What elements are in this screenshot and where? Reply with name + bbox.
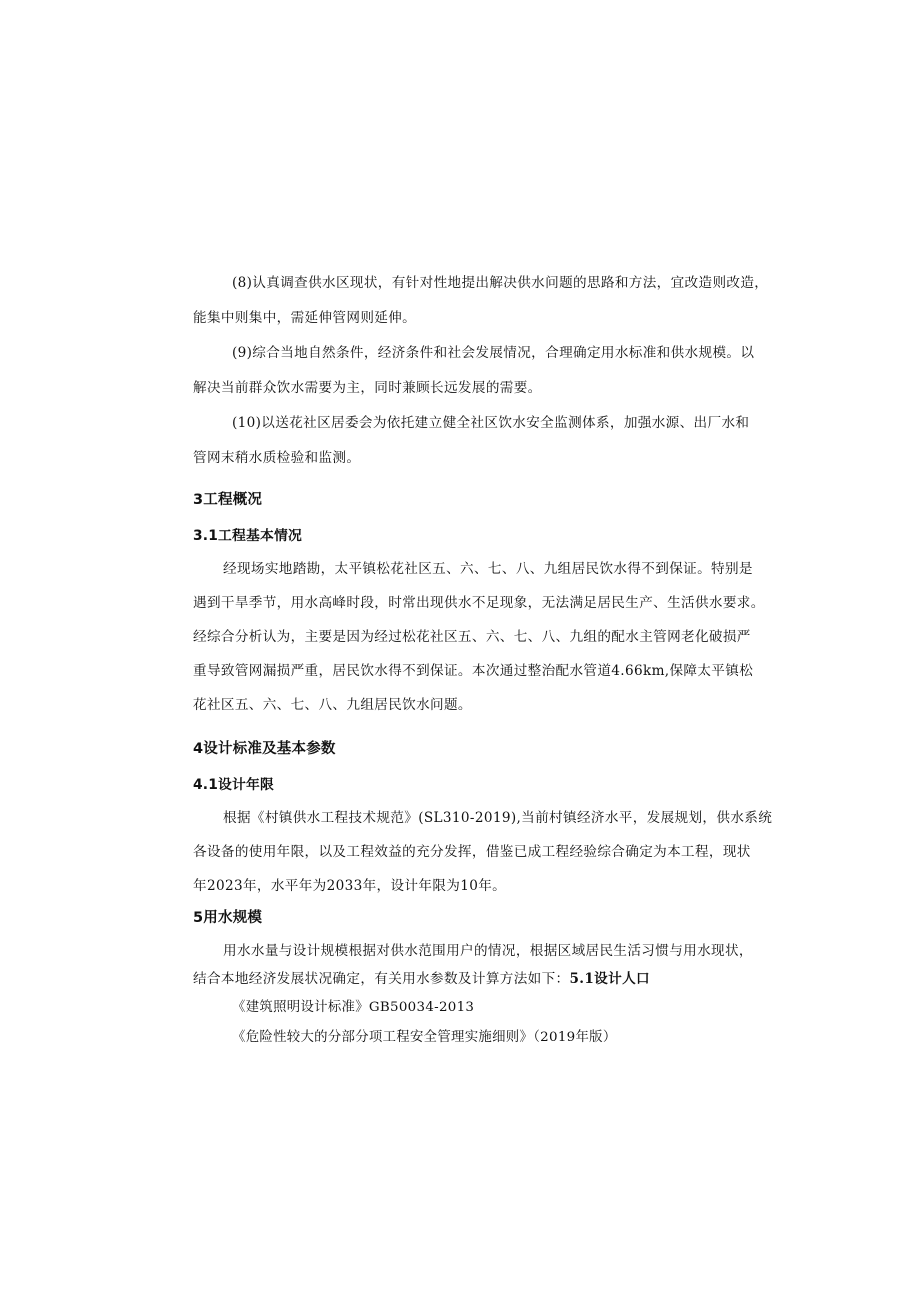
section-5-para-line-1: 用水水量与设计规模根据对供水范围用户的情况，根据区域居民生活习惯与用水现状，: [223, 943, 753, 959]
section-3-heading: 3工程概况: [193, 492, 263, 508]
section-3-para-line-1: 经现场实地踏勘，太平镇松花社区五、六、七、八、九组居民饮水得不到保证。特别是: [223, 561, 753, 577]
item-9-line-2: 解决当前群众饮水需要为主，同时兼顾长远发展的需要。: [193, 380, 542, 396]
item-9-line-1: (9)综合当地自然条件，经济条件和社会发展情况，合理确定用水标准和供水规模。以: [232, 345, 755, 361]
reference-item-1: 《建筑照明设计标准》GB50034-2013: [232, 1000, 475, 1015]
reference-item-2: 《危险性较大的分部分项工程安全管理实施细则》（2019年版）: [232, 1030, 617, 1045]
section-5-para-text: 结合本地经济发展状况确定，有关用水参数及计算方法如下：: [193, 971, 570, 987]
section-5-1-heading: 5.1设计人口: [569, 971, 650, 987]
section-4-para-line-2: 各设备的使用年限，以及工程效益的充分发挥，借鉴已成工程经验综合确定为本工程，现状: [193, 844, 751, 860]
section-4-heading: 4设计标准及基本参数: [193, 741, 336, 757]
section-4-para-line-1: 根据《村镇供水工程技术规范》(SL310-2019),当前村镇经济水平，发展规划，供水系统: [223, 810, 773, 826]
item-10-line-1: (10)以送花社区居委会为依托建立健全社区饮水安全监测体系，加强水源、出厂水和: [232, 415, 750, 431]
section-5-heading: 5用水规模: [193, 910, 263, 926]
section-4-1-heading: 4.1设计年限: [193, 777, 275, 793]
section-3-para-line-2: 遇到干旱季节，用水高峰时段，时常出现供水不足现象，无法满足居民生产、生活供水要求。: [193, 595, 765, 611]
section-3-para-line-3: 经综合分析认为，主要是因为经过松花社区五、六、七、八、九组的配水主管网老化破损严: [193, 629, 751, 645]
item-8-line-1: (8)认真调查供水区现状，有针对性地提出解决供水问题的思路和方法，宜改造则改造，: [232, 275, 769, 291]
item-8-line-2: 能集中则集中，需延伸管网则延伸。: [193, 310, 417, 326]
section-4-para-line-3: 年2023年，水平年为2033年，设计年限为10年。: [193, 878, 507, 894]
section-3-1-heading: 3.1工程基本情况: [193, 528, 303, 544]
section-5-para-line-2: [193, 970, 753, 988]
item-10-line-2: 管网末稍水质检验和监测。: [193, 450, 361, 466]
section-3-para-line-4: 重导致管网漏损严重，居民饮水得不到保证。本次通过整治配水管道4.66km,保障太平镇松: [193, 663, 754, 679]
section-3-para-line-5: 花社区五、六、七、八、九组居民饮水问题。: [193, 697, 472, 713]
